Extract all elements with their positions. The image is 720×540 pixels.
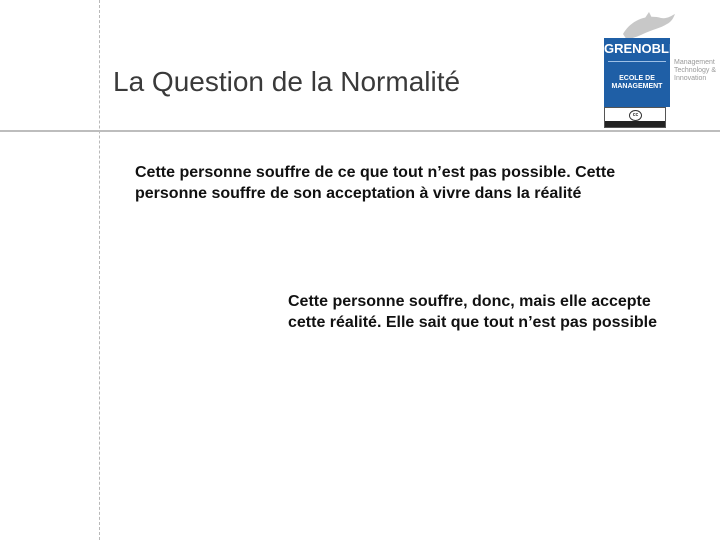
logo-tagline-line2: Technology & xyxy=(674,67,717,74)
vertical-guide-line xyxy=(99,0,100,540)
logo-school-line1: ECOLE DE xyxy=(619,75,655,82)
logo-separator xyxy=(608,61,666,62)
logo-brand-text: GRENOBLE xyxy=(604,41,678,56)
logo-tagline xyxy=(674,59,720,83)
paragraph-second: Cette personne souffre, donc, mais elle accepte cette réalité. Elle sait que tout n’est pas possible xyxy=(288,293,657,331)
logo-tagline-line3: Innovation xyxy=(674,75,707,82)
school-logo xyxy=(601,12,720,132)
cc-strip xyxy=(605,121,665,127)
logo-school-text xyxy=(604,75,670,91)
logo-blue-block xyxy=(604,38,678,107)
paragraph-first: Cette personne souffre de ce que tout n’est pas possible. Cette personne souffre de son acceptation à vivre dans la réalité xyxy=(135,164,616,202)
creative-commons-badge xyxy=(604,107,666,128)
cc-icon: cc xyxy=(629,110,642,121)
slide-title: La Question de la Normalité xyxy=(113,66,461,97)
logo-school-line2: MANAGEMENT xyxy=(611,83,663,90)
logo-tagline-line1: Management xyxy=(674,59,715,66)
